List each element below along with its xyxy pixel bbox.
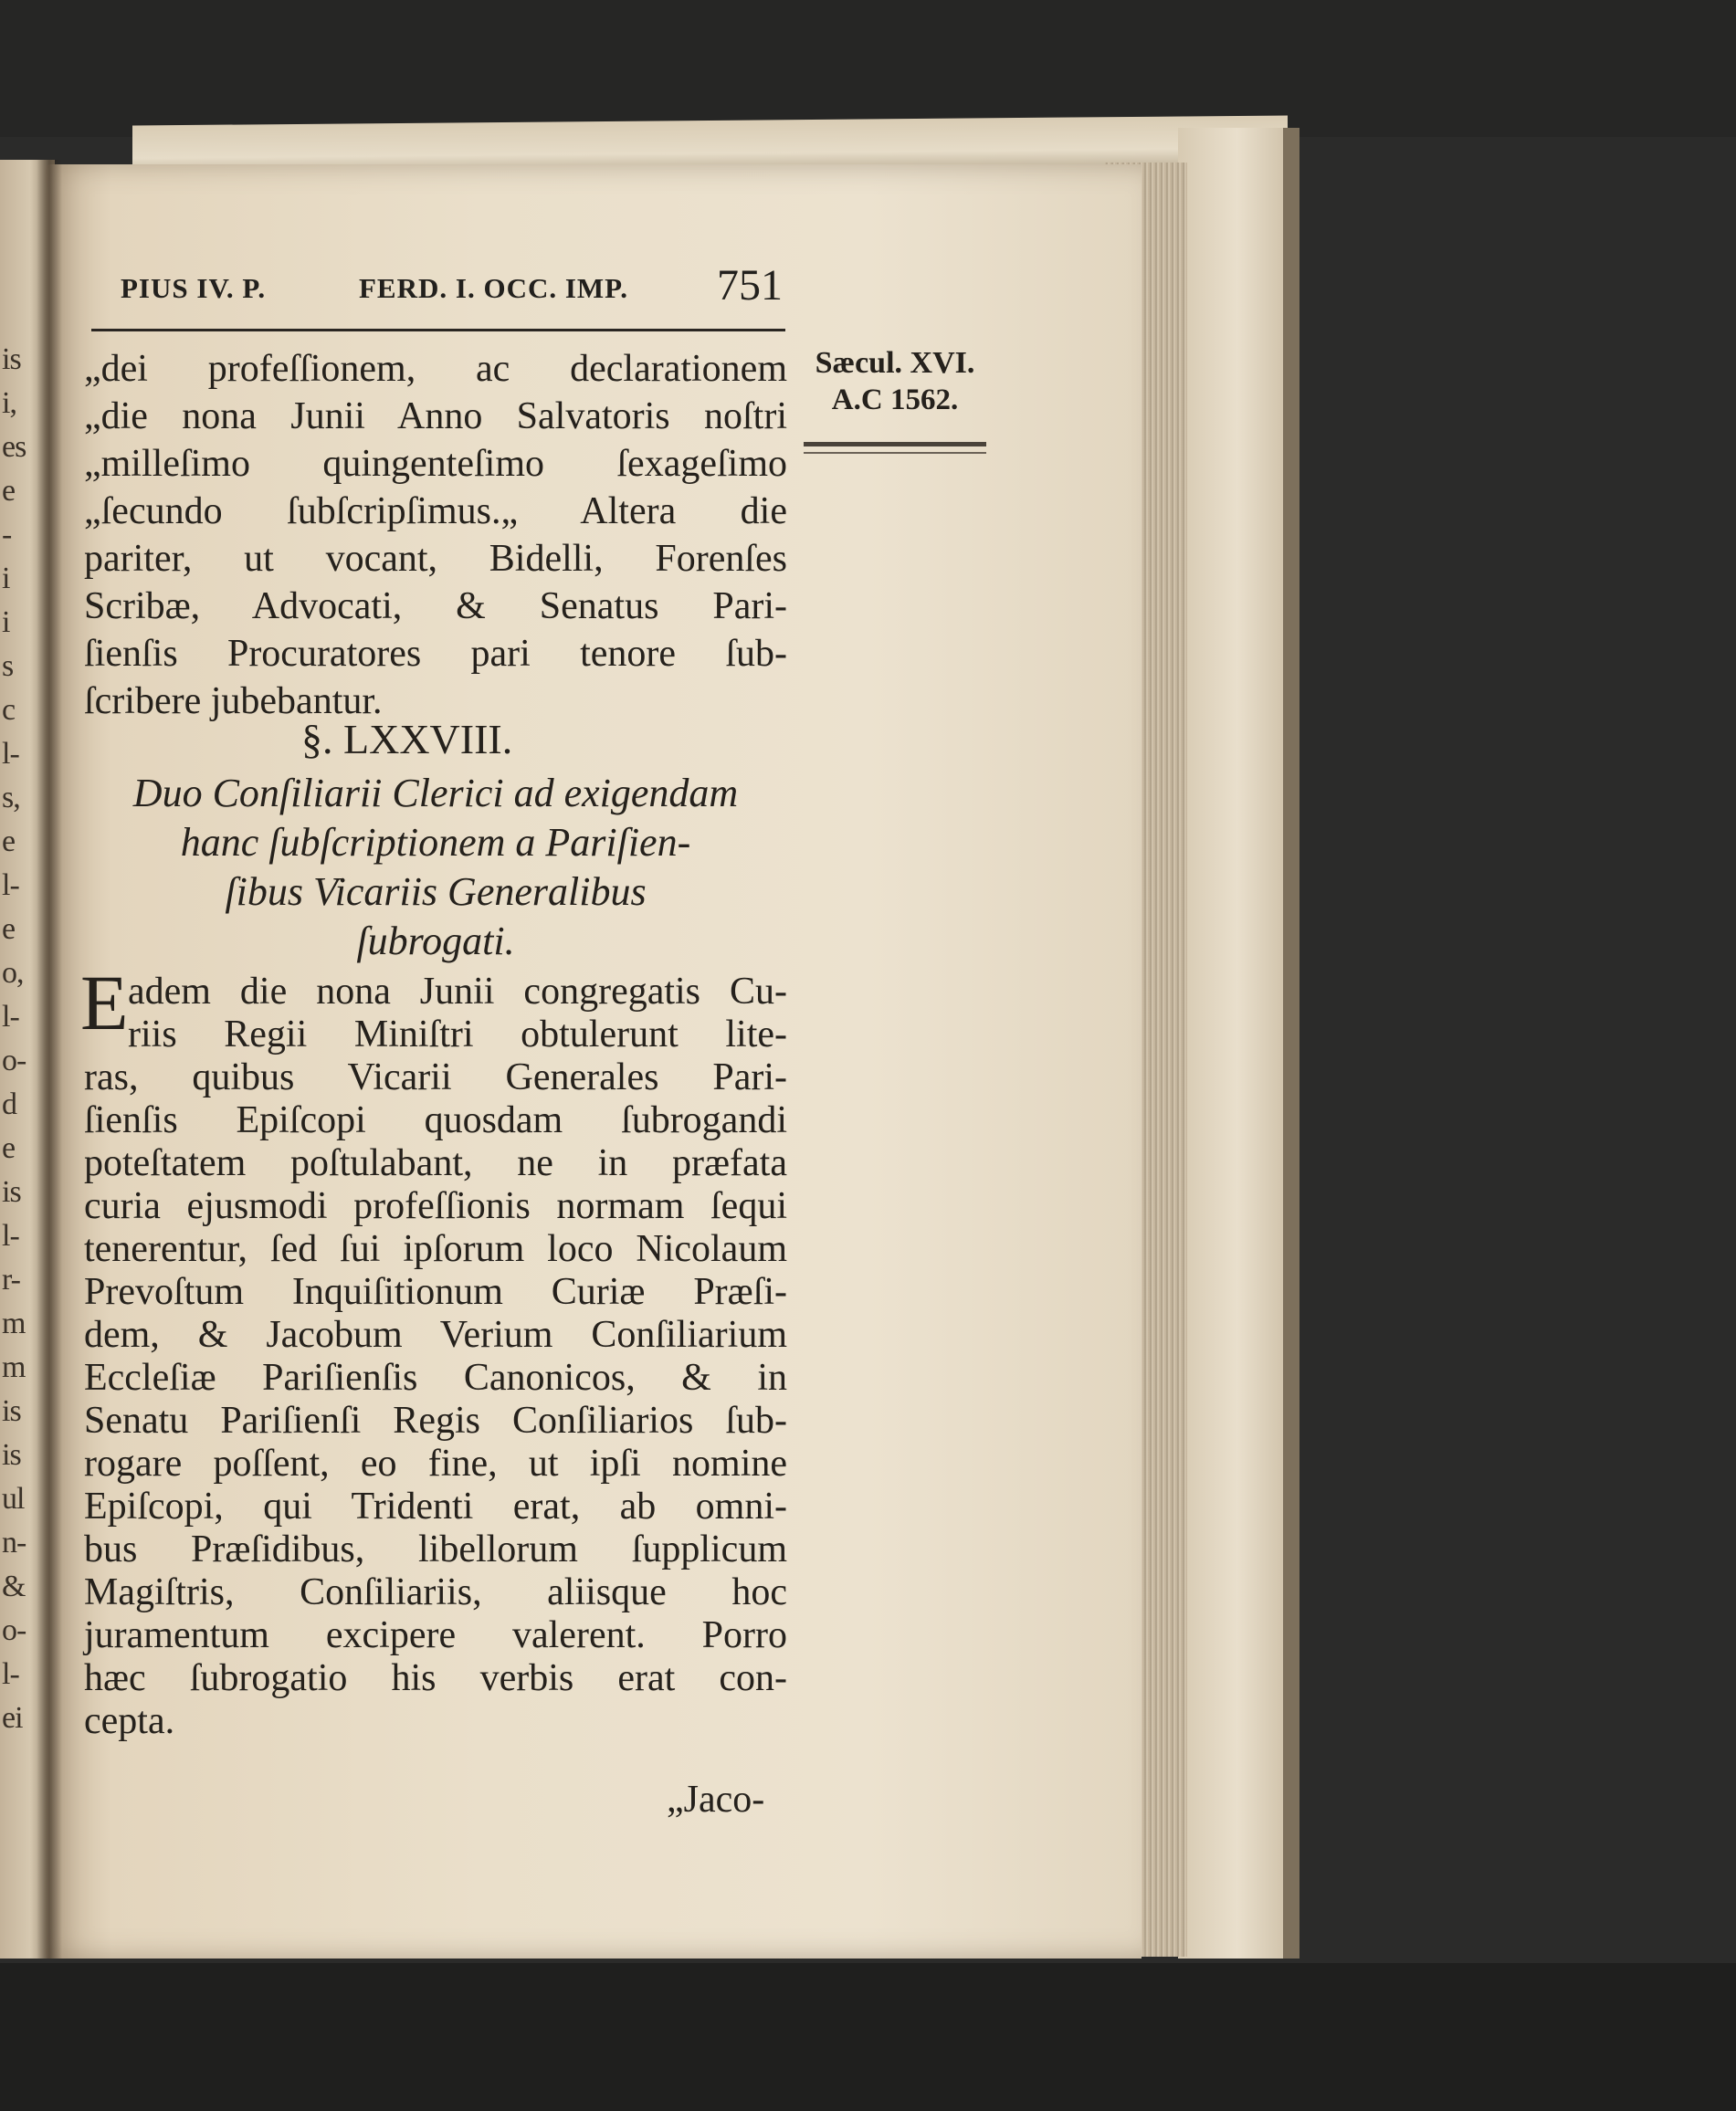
margin-note [794,345,995,418]
section-heading-line: Duo Conſiliarii Clerici ad exigendam [132,771,739,815]
backdrop-top [0,0,1736,137]
text-line: hæc ſubrogatio his verbis erat con- [84,1657,787,1699]
previous-page-fragment: s, [2,781,20,814]
header-rule [91,329,785,331]
text-line: bus Præſidibus, libellorum ſupplicum [84,1528,787,1570]
running-head-emperor: FERD. I. OCC. IMP. [359,272,629,304]
margin-note-year: A.C 1562. [831,383,959,416]
text-line: rogare poſſent, eo fine, ut ipſi nomine [84,1443,787,1485]
back-cover-edge-shadow [1283,128,1299,1959]
running-head-pope: PIUS IV. P. [121,272,267,304]
text-line: ſcribere jubebantur. [84,680,383,722]
previous-page-fragment: is [2,1394,21,1428]
previous-page-fragment: n- [2,1526,26,1560]
text-line: pariter, ut vocant, Bidelli, Forenſes [84,538,787,580]
text-line: Senatu Pariſienſi Regis Conſiliarios ſub- [84,1400,787,1442]
previous-page-fragment: e [2,824,16,858]
text-line: riis Regii Miniſtri obtulerunt lite- [128,1013,787,1056]
previous-page-fragment: l- [2,737,19,771]
text-line: dem, & Jacobum Verium Conſiliarium [84,1314,787,1356]
text-line: ras, quibus Vicarii Generales Pari- [84,1056,787,1098]
page-number: 751 [717,261,783,310]
text-line: Epiſcopi, qui Tridenti erat, ab omni- [84,1486,787,1528]
margin-note-rule-thin [804,452,986,454]
previous-page-fragment: & [2,1570,26,1603]
section-heading-line: ſubrogati. [356,919,515,963]
previous-page-fragment: i [2,562,10,595]
previous-page-fragment: e [2,912,16,946]
section-heading-line: hanc ſubſcriptionem a Pariſien- [180,820,691,865]
section-heading-line: ſibus Vicariis Generalibus [225,869,647,914]
text-line: adem die nona Junii congregatis Cu- [128,971,787,1013]
previous-page-fragment: d [2,1087,16,1121]
text-line: ſienſis Epiſcopi quosdam ſubrogandi [84,1099,787,1141]
section-number: §. LXXVIII. [301,716,513,762]
text-line: curia ejusmodi profeſſionis normam ſequi [84,1185,787,1227]
previous-page-fragment: ul [2,1482,25,1516]
text-line: ſienſis Procuratores pari tenore ſub- [84,633,787,675]
text-line: „dei profeſſionem, ac declarationem [84,348,787,390]
backdrop-bottom [0,1963,1736,2111]
previous-page-fragment: s [2,649,14,683]
drop-cap: E [80,959,129,1046]
previous-page-fragment: o, [2,956,24,990]
previous-page-fragment: is [2,342,21,376]
previous-page-fragment: l- [2,1657,19,1691]
text-line: Scribæ, Advocati, & Senatus Pari- [84,585,787,627]
text-line: poteſtatem poſtulabant, ne in præfata [84,1142,787,1184]
previous-page-fragment: c [2,693,16,727]
text-line: Eccleſiæ Pariſienſis Canonicos, & in [84,1357,787,1399]
catchword: „Jaco- [667,1779,765,1821]
previous-page-fragment: l- [2,1219,19,1253]
margin-note-century: Sæcul. XVI. [815,346,975,380]
previous-page-fragment: i, [2,386,16,420]
spine-shadow [37,160,62,1959]
text-line: juramentum excipere valerent. Porro [84,1614,787,1656]
book-back-cover [1178,128,1297,1959]
previous-page-fragment: is [2,1175,21,1209]
margin-note-rule [804,442,986,446]
previous-page-fragment: o- [2,1044,26,1077]
previous-page-fragment: ei [2,1701,23,1735]
text-line: Prevoſtum Inquiſitionum Curiæ Præſi- [84,1271,787,1313]
previous-page-fragment: m [2,1350,26,1384]
previous-page-fragment: i [2,605,10,639]
previous-page-fragment: m [2,1307,26,1340]
previous-page-fragment: - [2,518,12,551]
previous-page-fragment: e [2,474,16,508]
text-line: „die nona Junii Anno Salvatoris noſtri [84,395,787,437]
previous-page-fragment: l- [2,1000,19,1034]
text-line: „milleſimo quingenteſimo ſexageſimo [84,443,787,485]
previous-page-fragment: o- [2,1613,26,1647]
text-line: „ſecundo ſubſcripſimus.„ Altera die [84,490,787,532]
previous-page-fragment: l- [2,868,19,902]
text-line: tenerentur, ſed ſui ipſorum loco Nicolaum [84,1228,787,1270]
text-line: Magiſtris, Conſiliariis, aliisque hoc [84,1571,787,1613]
previous-page-fragment: e [2,1131,16,1165]
previous-page-fragment: is [2,1438,21,1472]
previous-page-fragment: es [2,430,26,464]
text-line: cepta. [84,1700,175,1742]
previous-page-fragment: r- [2,1263,20,1297]
